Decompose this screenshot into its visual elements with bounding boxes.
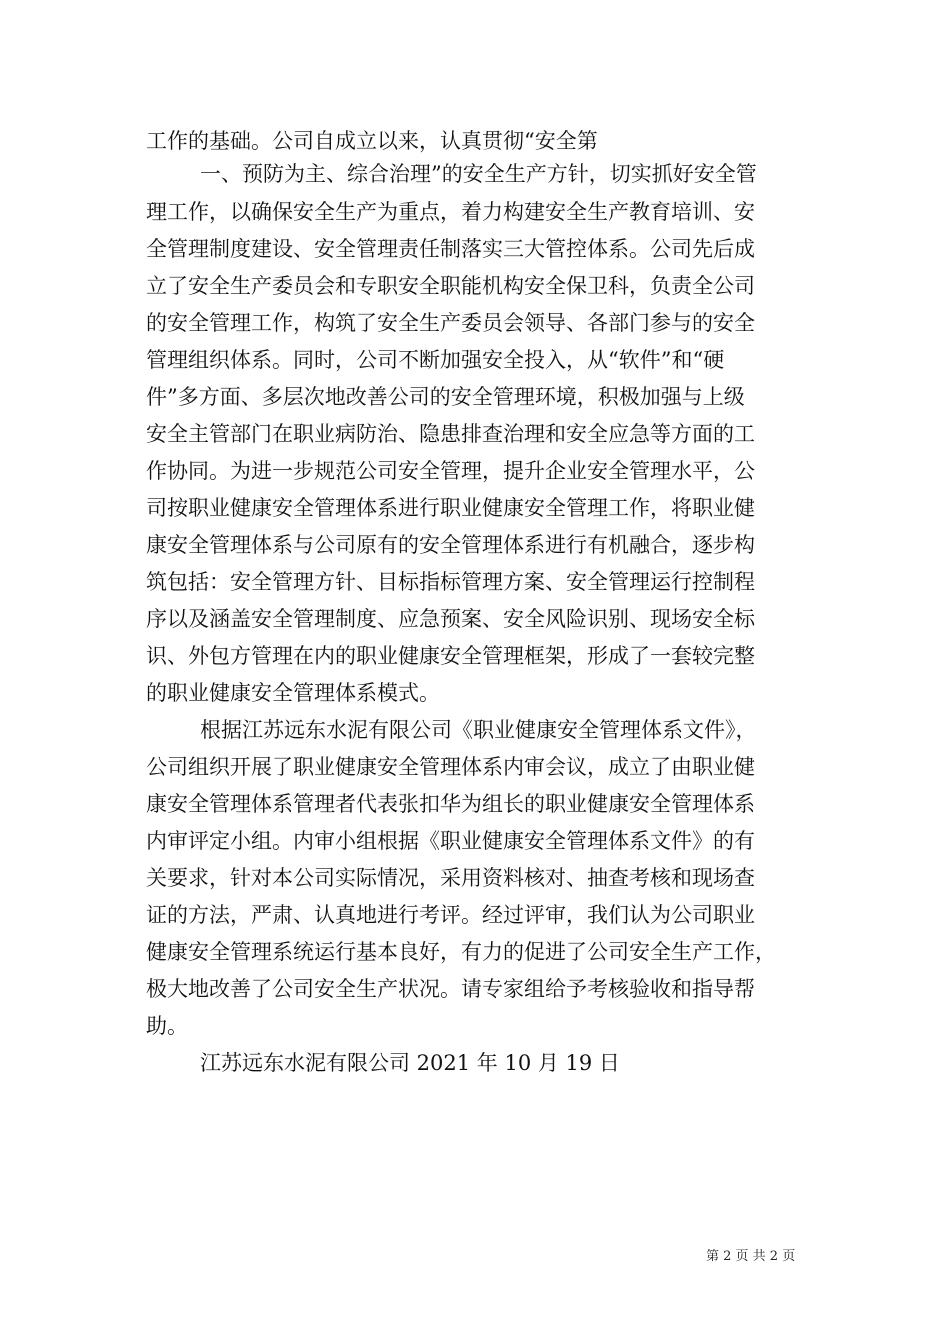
body-line: 立了安全生产委员会和专职安全职能机构安全保卫科，负责全公司: [146, 274, 755, 298]
body-line: 的安全管理工作，构筑了安全生产委员会领导、各部门参与的安全: [146, 311, 755, 335]
body-line: 一、预防为主、综合治理”的安全生产方针，切实抓好安全管: [200, 162, 757, 186]
body-line: 序以及涵盖安全管理制度、应急预案、安全风险识别、现场安全标: [146, 607, 755, 631]
body-line: 全管理制度建设、安全管理责任制落实三大管控体系。公司先后成: [146, 237, 755, 261]
body-line: 安全主管部门在职业病防治、隐患排查治理和安全应急等方面的工: [146, 422, 755, 446]
body-line: 公司组织开展了职业健康安全管理体系内审会议，成立了由职业健: [146, 755, 755, 779]
body-line: 工作的基础。公司自成立以来，认真贯彻“安全第: [146, 129, 598, 153]
page-number-footer: 第 2 页 共 2 页: [706, 1249, 796, 1264]
body-line: 康安全管理体系管理者代表张扣华为组长的职业健康安全管理体系: [146, 792, 755, 816]
body-line: 健康安全管理系统运行基本良好，有力的促进了公司安全生产工作，: [146, 940, 776, 964]
body-line: 根据江苏远东水泥有限公司《职业健康安全管理体系文件》，: [200, 718, 757, 742]
body-line: 理工作，以确保安全生产为重点，着力构建安全生产教育培训、安: [146, 200, 755, 224]
body-line: 件”多方面、多层次地改善公司的安全管理环境，积极加强与上级: [146, 385, 745, 409]
signature-date-line: 江苏远东水泥有限公司 2021 年 10 月 19 日: [200, 1051, 620, 1075]
body-line: 管理组织体系。同时，公司不断加强安全投入，从“软件”和“硬: [146, 348, 725, 372]
body-line: 证的方法，严肃、认真地进行考评。经过评审，我们认为公司职业: [146, 903, 755, 927]
body-line: 作协同。为进一步规范公司安全管理，提升企业安全管理水平，公: [146, 459, 755, 483]
body-line: 关要求，针对本公司实际情况，采用资料核对、抽查考核和现场查: [146, 866, 755, 890]
body-line: 助。: [146, 1014, 188, 1038]
body-line: 司按职业健康安全管理体系进行职业健康安全管理工作，将职业健: [146, 496, 755, 520]
body-line: 内审评定小组。内审小组根据《职业健康安全管理体系文件》的有: [146, 829, 755, 853]
body-line: 极大地改善了公司安全生产状况。请专家组给予考核验收和指导帮: [146, 977, 755, 1001]
body-line: 识、外包方管理在内的职业健康安全管理框架，形成了一套较完整: [146, 644, 755, 668]
body-line: 的职业健康安全管理体系模式。: [146, 681, 440, 705]
body-line: 康安全管理体系与公司原有的安全管理体系进行有机融合，逐步构: [146, 533, 755, 557]
body-line: 筑包括：安全管理方针、目标指标管理方案、安全管理运行控制程: [146, 570, 755, 594]
